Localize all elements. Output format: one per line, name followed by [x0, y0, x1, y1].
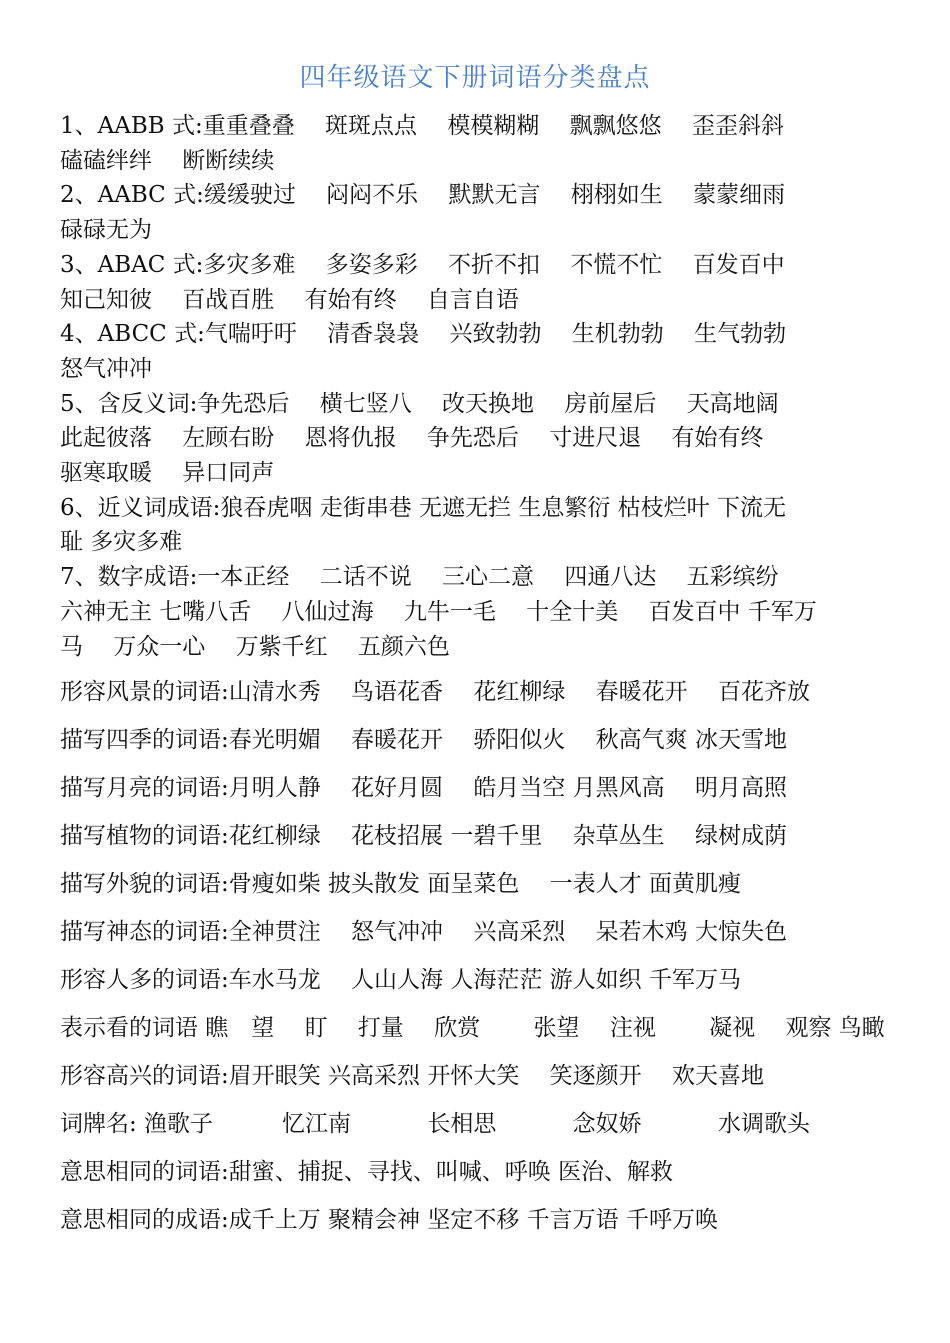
category-line: 描写四季的词语:春光明媚 春暖花开 骄阳似火 秋高气爽 冰天雪地 — [60, 727, 787, 753]
list-line: 磕磕绊绊 断断续续 — [60, 147, 275, 174]
category-line: 描写月亮的词语:月明人静 花好月圆 皓月当空 月黑风高 明月高照 — [60, 775, 787, 801]
list-line: 1、AABB 式:重重叠叠 斑斑点点 模模糊糊 飘飘悠悠 歪歪斜斜 — [60, 113, 784, 139]
list-line: 此起彼落 左顾右盼 恩将仇报 争先恐后 寸进尺退 有始有终 — [60, 425, 764, 452]
category-word-list — [60, 675, 900, 1251]
list-line: 碌碌无为 — [60, 217, 152, 244]
category-line: 描写外貌的词语:骨瘦如柴 披头散发 面呈菜色 一表人才 面黄肌瘦 — [60, 871, 741, 897]
category-line: 形容人多的词语:车水马龙 人山人海 人海茫茫 游人如织 千军万马 — [60, 967, 741, 993]
list-line: 4、ABCC 式:气喘吁吁 清香袅袅 兴致勃勃 生机勃勃 生气勃勃 — [60, 321, 787, 348]
list-line: 5、含反义词:争先恐后 横七竖八 改天换地 房前屋后 天高地阔 — [60, 390, 779, 417]
category-line: 意思相同的成语:成千上万 聚精会神 坚定不移 千言万语 千呼万唤 — [60, 1207, 718, 1233]
category-line: 形容风景的词语:山清水秀 鸟语花香 花红柳绿 春暖花开 百花齐放 — [60, 679, 810, 705]
list-line: 耻 多灾多难 — [60, 529, 183, 556]
list-line: 7、数字成语:一本正经 二话不说 三心二意 四通八达 五彩缤纷 — [60, 564, 779, 591]
numbered-word-list — [60, 109, 900, 664]
list-line: 2、AABC 式:缓缓驶过 闷闷不乐 默默无言 栩栩如生 蒙蒙细雨 — [60, 182, 786, 209]
category-line: 意思相同的词语:甜蜜、捕捉、寻找、叫喊、呼唤 医治、解救 — [60, 1159, 674, 1185]
list-line: 驱寒取暖 异口同声 — [60, 460, 275, 487]
page-title: 四年级语文下册词语分类盘点 — [299, 63, 651, 93]
category-line: 形容高兴的词语:眉开眼笑 兴高采烈 开怀大笑 笑逐颜开 欢天喜地 — [60, 1063, 764, 1089]
list-line: 3、ABAC 式:多灾多难 多姿多彩 不折不扣 不慌不忙 百发百中 — [60, 251, 785, 278]
list-line: 知己知彼 百战百胜 有始有终 自言自语 — [60, 286, 519, 313]
list-line: 6、近义词成语:狼吞虎咽 走街串巷 无遮无拦 生息繁衍 枯枝烂叶 下流无 — [60, 494, 786, 521]
list-line: 六神无主 七嘴八舌 八仙过海 九牛一毛 十全十美 百发百中 千军万 — [60, 598, 817, 625]
list-line: 怒气冲冲 — [60, 355, 152, 382]
category-line: 描写植物的词语:花红柳绿 花枝招展 一碧千里 杂草丛生 绿树成荫 — [60, 823, 787, 849]
category-line: 表示看的词语 瞧 望 盯 打量 欣赏 张望 注视 凝视 观察 鸟瞰 — [60, 1015, 885, 1041]
category-line: 词牌名: 渔歌子 忆江南 长相思 念奴娇 水调歌头 — [60, 1111, 810, 1137]
category-line: 描写神态的词语:全神贯注 怒气冲冲 兴高采烈 呆若木鸡 大惊失色 — [60, 919, 787, 945]
list-line: 马 万众一心 万紫千红 五颜六色 — [60, 633, 450, 660]
